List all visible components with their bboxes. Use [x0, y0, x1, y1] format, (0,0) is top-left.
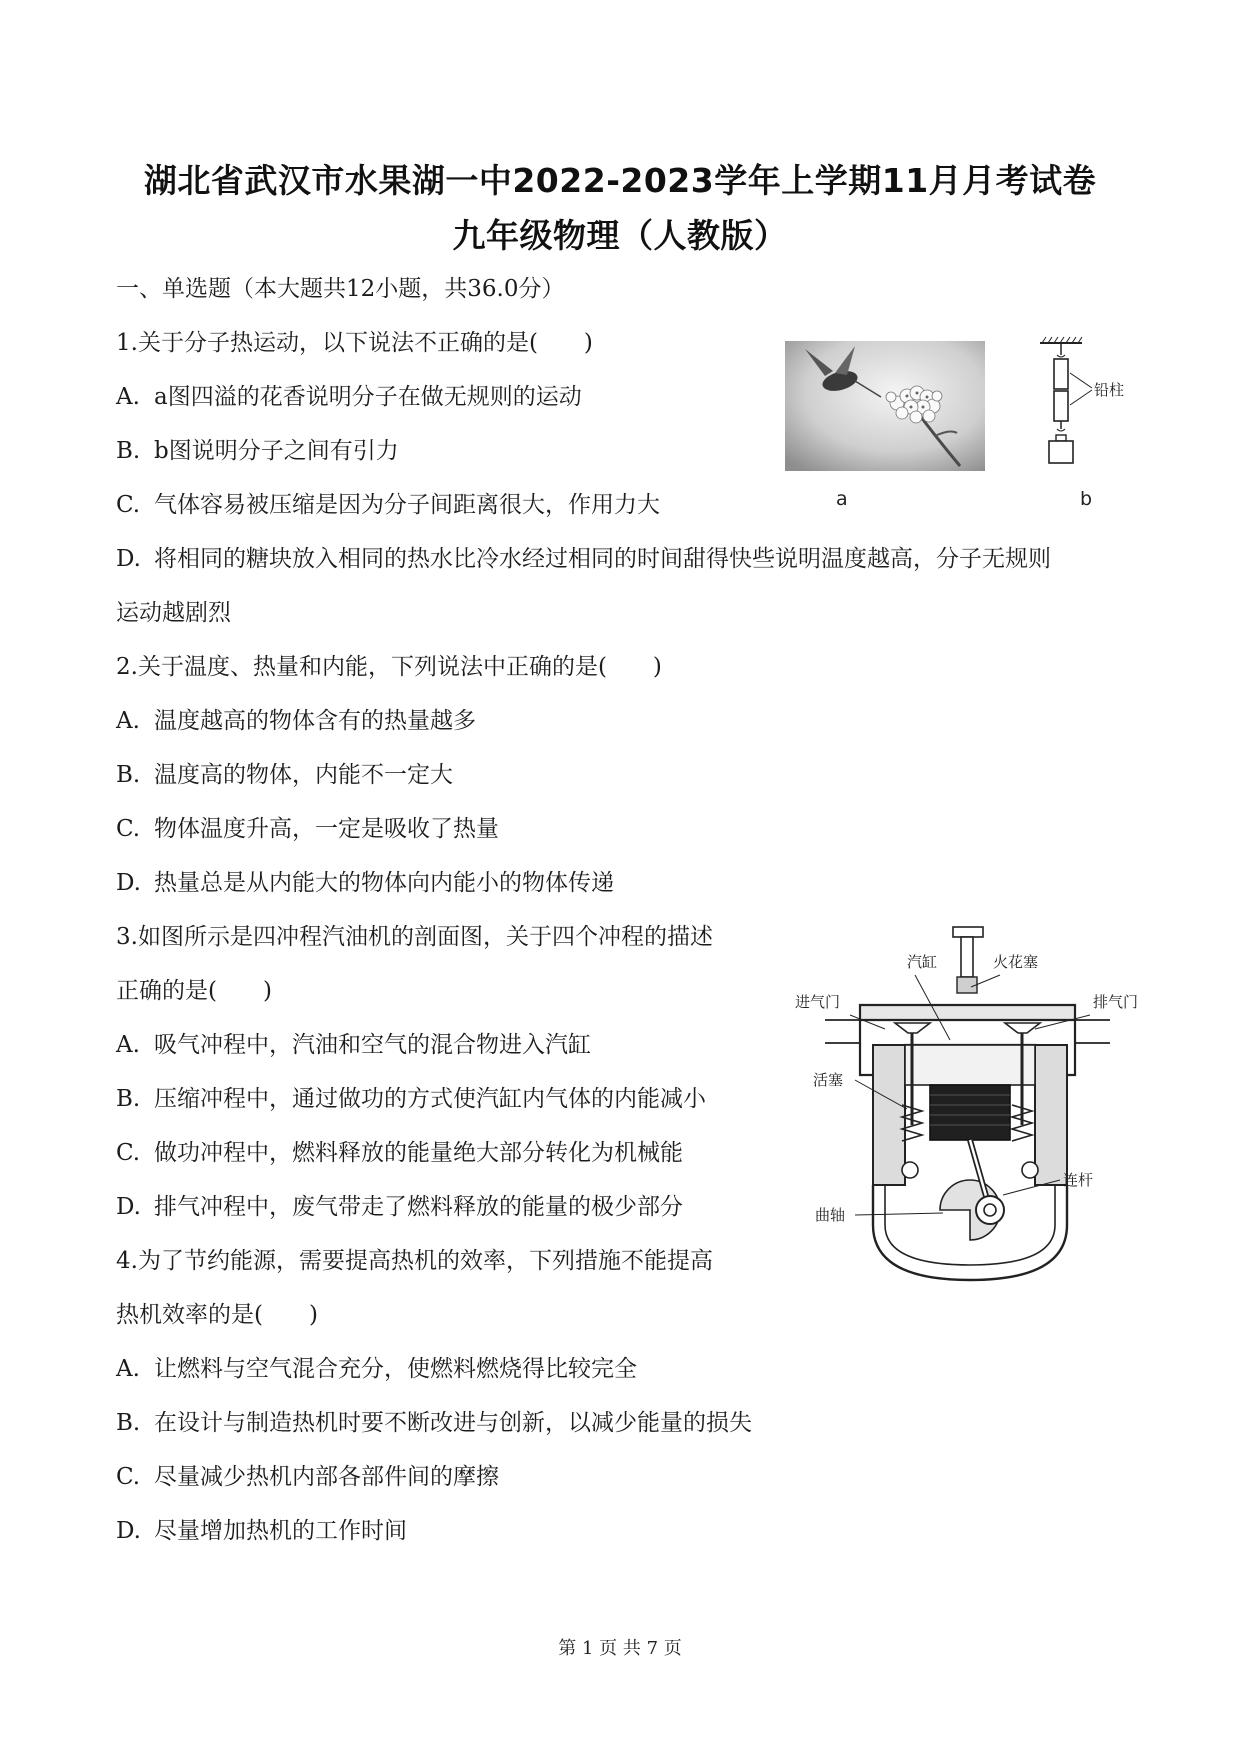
connecting-rod-label: 连杆: [1063, 1171, 1094, 1189]
question-4-option-a: [116, 1350, 637, 1383]
option-letter: A.: [116, 1032, 140, 1058]
option-letter: B.: [116, 438, 141, 464]
question-4-stem: 4.为了节约能源，需要提高热机的效率，下列措施不能提高: [116, 1248, 713, 1274]
question-4-stem-continuation: 热机效率的是( ): [116, 1302, 318, 1328]
engine-cross-section-diagram: [795, 925, 1150, 1295]
option-letter: B.: [116, 762, 141, 788]
question-2-stem: 2.关于温度、热量和内能，下列说法中正确的是( ): [116, 654, 662, 680]
option-text: 温度越高的物体含有的热量越多: [154, 708, 476, 734]
question-3-option-a: [116, 1026, 591, 1059]
spark-plug-label: 火花塞: [993, 953, 1039, 971]
option-text: 热量总是从内能大的物体向内能小的物体传递: [154, 870, 614, 896]
option-text: 尽量减少热机内部各部件间的摩擦: [154, 1464, 499, 1490]
option-text: 做功冲程中，燃料释放的能量绝大部分转化为机械能: [154, 1140, 683, 1166]
option-text: a图四溢的花香说明分子在做无规则的运动: [154, 384, 582, 410]
exhaust-valve-label: 排气门: [1093, 993, 1139, 1011]
question-4-option-d: [116, 1512, 407, 1545]
flower-moth-photo: [785, 341, 985, 471]
option-letter: C.: [116, 816, 141, 842]
question-1-option-a: [116, 378, 582, 411]
intake-valve-label: 进气门: [795, 993, 841, 1011]
question-2-option-d: [116, 864, 614, 897]
option-letter: A.: [116, 708, 140, 734]
lead-cylinders-diagram: [1030, 333, 1150, 478]
question-3-stem: 3.如图所示是四冲程汽油机的剖面图，关于四个冲程的描述: [116, 924, 713, 950]
option-letter: B.: [116, 1086, 141, 1112]
question-3-option-b: [116, 1080, 706, 1113]
question-1-option-d: [116, 540, 1051, 573]
question-1-option-b: [116, 432, 399, 465]
cylinder-label: 汽缸: [907, 953, 938, 971]
section-heading: 一、单选题（本大题共12小题，共36.0分）: [116, 276, 565, 302]
option-letter: A.: [116, 384, 140, 410]
option-letter: D.: [116, 546, 141, 572]
option-letter: D.: [116, 870, 141, 896]
option-text: 在设计与制造热机时要不断改进与创新，以减少能量的损失: [154, 1410, 752, 1436]
exam-subtitle: 九年级物理（人教版）: [452, 216, 788, 255]
exam-title: 湖北省武汉市水果湖一中2022-2023学年上学期11月月考试卷: [143, 161, 1097, 200]
figure-b-caption: b: [1080, 488, 1093, 510]
option-letter: C.: [116, 1140, 141, 1166]
question-1-option-d-continuation: 运动越剧烈: [116, 600, 231, 626]
option-letter: C.: [116, 1464, 141, 1490]
option-text: 吸气冲程中，汽油和空气的混合物进入汽缸: [154, 1032, 591, 1058]
lead-label: 铅柱: [1094, 381, 1125, 399]
question-3-option-d: [116, 1188, 683, 1221]
question-3-stem-continuation: 正确的是( ): [116, 978, 272, 1004]
option-letter: C.: [116, 492, 141, 518]
figure-a-caption: a: [836, 488, 848, 510]
question-4-option-c: [116, 1458, 499, 1491]
option-letter: D.: [116, 1518, 141, 1544]
question-2-option-b: [116, 756, 453, 789]
question-2-option-a: [116, 702, 476, 735]
piston-label: 活塞: [813, 1071, 844, 1089]
option-text: 将相同的糖块放入相同的热水比冷水经过相同的时间甜得快些说明温度越高，分子无规则: [154, 546, 1051, 572]
option-text: 让燃料与空气混合充分，使燃料燃烧得比较完全: [154, 1356, 637, 1382]
option-letter: B.: [116, 1410, 141, 1436]
crankshaft-label: 曲轴: [815, 1206, 846, 1224]
question-4-option-b: [116, 1404, 752, 1437]
option-text: 排气冲程中，废气带走了燃料释放的能量的极少部分: [154, 1194, 683, 1220]
page-footer: 第 1 页 共 7 页: [558, 1638, 682, 1659]
question-2-option-c: [116, 810, 499, 843]
option-text: 压缩冲程中，通过做功的方式使汽缸内气体的内能减小: [154, 1086, 706, 1112]
question-1-stem: 1.关于分子热运动，以下说法不正确的是( ): [116, 330, 593, 356]
question-1-option-c: [116, 486, 660, 519]
option-text: 物体温度升高，一定是吸收了热量: [154, 816, 499, 842]
option-text: 气体容易被压缩是因为分子间距离很大，作用力大: [154, 492, 660, 518]
option-letter: A.: [116, 1356, 140, 1382]
option-text: 温度高的物体，内能不一定大: [154, 762, 453, 788]
option-text: b图说明分子之间有引力: [154, 438, 399, 464]
option-letter: D.: [116, 1194, 141, 1220]
question-3-option-c: [116, 1134, 683, 1167]
option-text: 尽量增加热机的工作时间: [154, 1518, 407, 1544]
